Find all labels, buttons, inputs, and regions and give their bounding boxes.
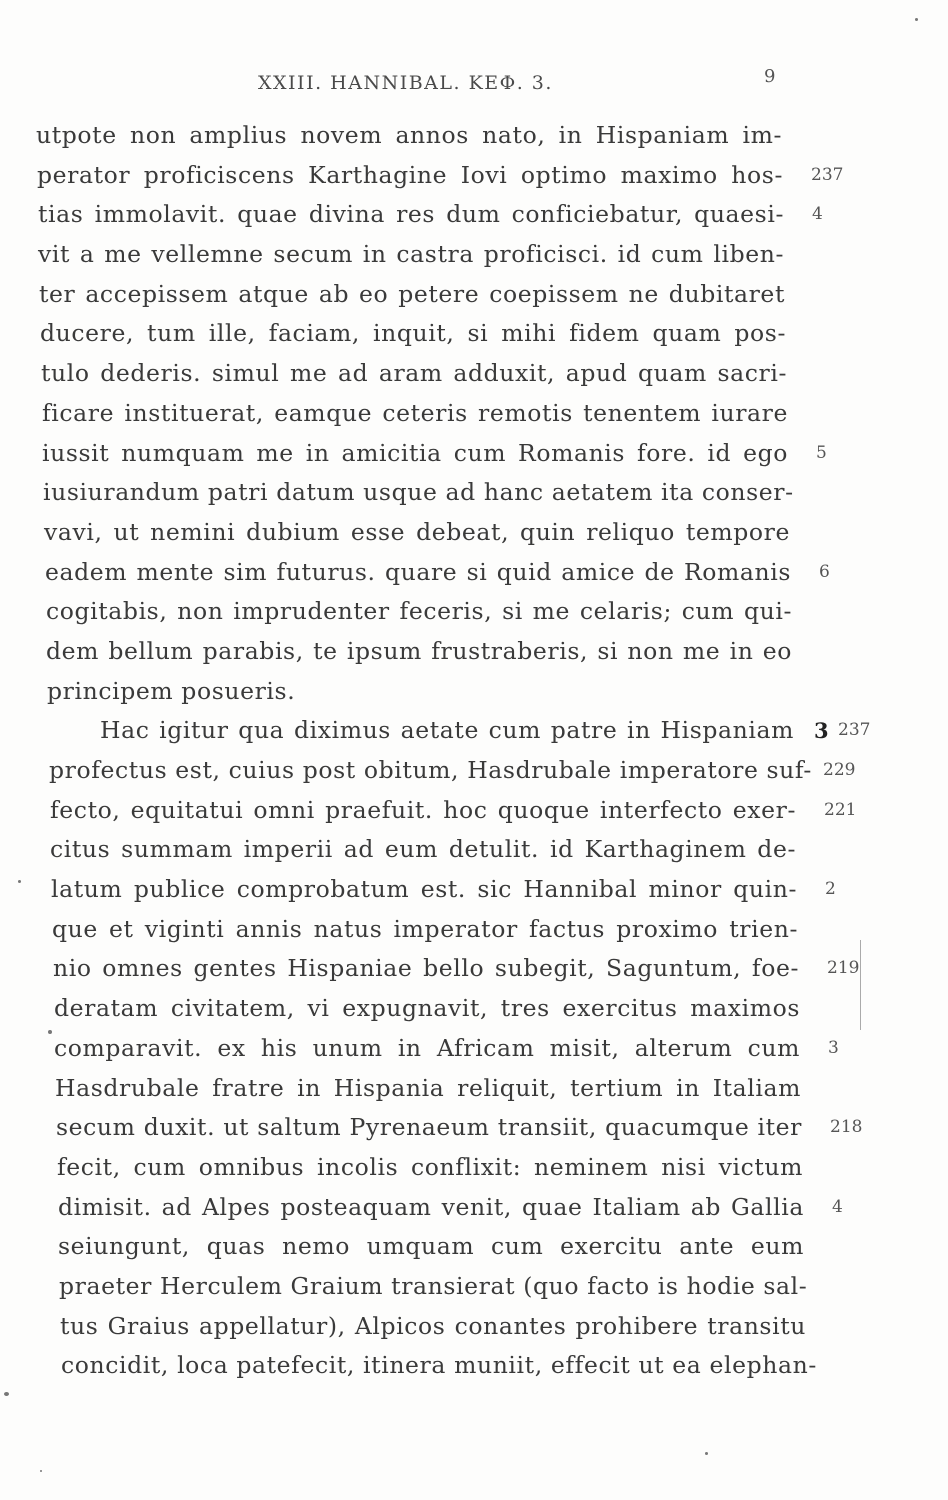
text-line bbox=[36, 711, 871, 751]
text-line bbox=[36, 394, 836, 434]
scan-speck bbox=[48, 1030, 52, 1034]
line-text: seiungunt, quas nemo umquam cum exercitu ante eum bbox=[58, 1232, 804, 1261]
text-line bbox=[36, 434, 836, 474]
text-line bbox=[36, 314, 836, 354]
text-line bbox=[36, 1148, 836, 1188]
line-text: principem posueris. bbox=[47, 676, 296, 705]
text-line bbox=[36, 751, 856, 791]
line-text: iussit numquam me in amicitia cum Romanis fore. id ego bbox=[42, 438, 788, 467]
margin-annotation: 221 bbox=[824, 799, 857, 820]
text-line bbox=[36, 235, 836, 275]
line-text: que et viginti annis natus imperator factus proximo trien- bbox=[52, 914, 798, 943]
scan-speck bbox=[915, 18, 918, 21]
line-text: Hasdrubale fratre in Hispania reliquit, tertium in Italiam bbox=[55, 1073, 801, 1102]
text-line bbox=[36, 1227, 836, 1267]
text-line bbox=[36, 791, 857, 831]
text-line bbox=[36, 672, 836, 712]
line-text: cogitabis, non imprudenter feceris, si me celaris; cum qui- bbox=[46, 597, 792, 626]
line-text: concidit, loca patefecit, itinera muniit, effecit ut ea elephan- bbox=[61, 1351, 817, 1380]
margin-annotation: 218 bbox=[830, 1117, 863, 1138]
margin-annotation: 2 bbox=[825, 879, 836, 900]
line-text: eadem mente sim futurus. quare si quid amice de Romanis bbox=[45, 557, 791, 586]
line-text: tus Graius appellatur), Alpicos conantes prohibere transitu bbox=[60, 1311, 806, 1340]
line-text: fecit, cum omnibus incolis conflixit: neminem nisi victum bbox=[57, 1152, 803, 1181]
margin-annotation: 6 bbox=[819, 561, 830, 582]
scan-edge-mark bbox=[860, 940, 861, 1030]
line-text: tias immolavit. quae divina res dum conficiebatur, quaesi- bbox=[38, 200, 784, 229]
line-text: citus summam imperii ad eum detulit. id Karthaginem de- bbox=[50, 835, 796, 864]
line-text: dem bellum parabis, te ipsum frustraberis, si non me in eo bbox=[46, 636, 792, 665]
margin-annotation: 237 bbox=[838, 720, 871, 741]
margin-annotation: 4 bbox=[812, 204, 823, 225]
text-line bbox=[36, 1346, 836, 1386]
line-text: Hac igitur qua diximus aetate cum patre in Hispaniam bbox=[100, 716, 794, 745]
line-text: dimisit. ad Alpes posteaquam venit, quae Italiam ab Gallia bbox=[58, 1192, 804, 1221]
line-text: ter accepissem atque ab eo petere coepissem ne dubitaret bbox=[39, 279, 785, 308]
text-line bbox=[36, 1069, 836, 1109]
line-text: perator proficiscens Karthagine Iovi optimo maximo hos- bbox=[37, 160, 783, 189]
text-line bbox=[36, 1029, 839, 1069]
page-number: 9 bbox=[764, 66, 776, 87]
text-line bbox=[36, 513, 836, 553]
line-text: iusiurandum patri datum usque ad hanc aetatem ita conser- bbox=[43, 478, 794, 507]
text-line bbox=[36, 870, 836, 910]
text-line bbox=[36, 1188, 843, 1228]
scan-speck bbox=[4, 1392, 9, 1396]
text-line bbox=[36, 473, 836, 513]
margin-annotation: 219 bbox=[827, 958, 860, 979]
text-line bbox=[36, 632, 836, 672]
text-line bbox=[36, 195, 836, 235]
margin-annotation: 4 bbox=[832, 1196, 843, 1217]
text-line bbox=[36, 156, 844, 196]
line-text: ducere, tum ille, faciam, inquit, si mihi fidem quam pos- bbox=[40, 319, 786, 348]
line-text: utpote non amplius novem annos nato, in Hispaniam im- bbox=[36, 121, 782, 149]
margin-annotation: 5 bbox=[816, 442, 827, 463]
margin-annotation: 237 bbox=[811, 164, 844, 185]
text-line bbox=[36, 592, 836, 632]
line-text: praeter Herculem Graium transierat (quo facto is hodie sal- bbox=[59, 1271, 808, 1300]
text-line bbox=[36, 1108, 863, 1148]
line-text: comparavit. ex his unum in Africam misit, alterum cum bbox=[54, 1033, 800, 1062]
scan-speck bbox=[18, 880, 21, 883]
text-line bbox=[36, 830, 836, 870]
line-text: secum duxit. ut saltum Pyrenaeum transiit, quacumque iter bbox=[56, 1113, 802, 1142]
running-head: XXIII. HANNIBAL. ΚΕΦ. 3. bbox=[258, 72, 553, 94]
line-text: vavi, ut nemini dubium esse debeat, quin reliquo tempore bbox=[44, 517, 790, 546]
line-text: latum publice comprobatum est. sic Hannibal minor quin- bbox=[51, 875, 797, 904]
margin-annotation: 3 bbox=[828, 1037, 839, 1058]
scan-speck bbox=[40, 1470, 42, 1472]
margin-annotation: 229 bbox=[823, 760, 856, 780]
line-text: nio omnes gentes Hispaniae bello subegit, Saguntum, foe- bbox=[53, 954, 799, 983]
line-text: fecto, equitatui omni praefuit. hoc quoque interfecto exer- bbox=[50, 795, 796, 824]
line-text: deratam civitatem, vi expugnavit, tres exercitus maximos bbox=[54, 994, 800, 1023]
section-number: 3 bbox=[814, 718, 829, 744]
text-line bbox=[36, 354, 836, 394]
line-text: ficare instituerat, eamque ceteris remotis tenentem iurare bbox=[42, 398, 788, 427]
text-line bbox=[36, 1267, 836, 1307]
text-line bbox=[36, 949, 860, 989]
text-line bbox=[36, 989, 836, 1029]
line-text: tulo dederis. simul me ad aram adduxit, apud quam sacri- bbox=[41, 359, 787, 388]
text-line bbox=[36, 910, 836, 950]
text-line bbox=[36, 553, 836, 593]
text-line bbox=[36, 116, 836, 156]
line-text: profectus est, cuius post obitum, Hasdrubale imperatore suf- bbox=[49, 756, 812, 784]
line-text: vit a me vellemne secum in castra proficisci. id cum liben- bbox=[38, 240, 784, 269]
text-line bbox=[36, 275, 836, 315]
body-text bbox=[36, 116, 871, 1386]
text-line bbox=[36, 1307, 836, 1347]
scan-speck bbox=[705, 1452, 708, 1455]
